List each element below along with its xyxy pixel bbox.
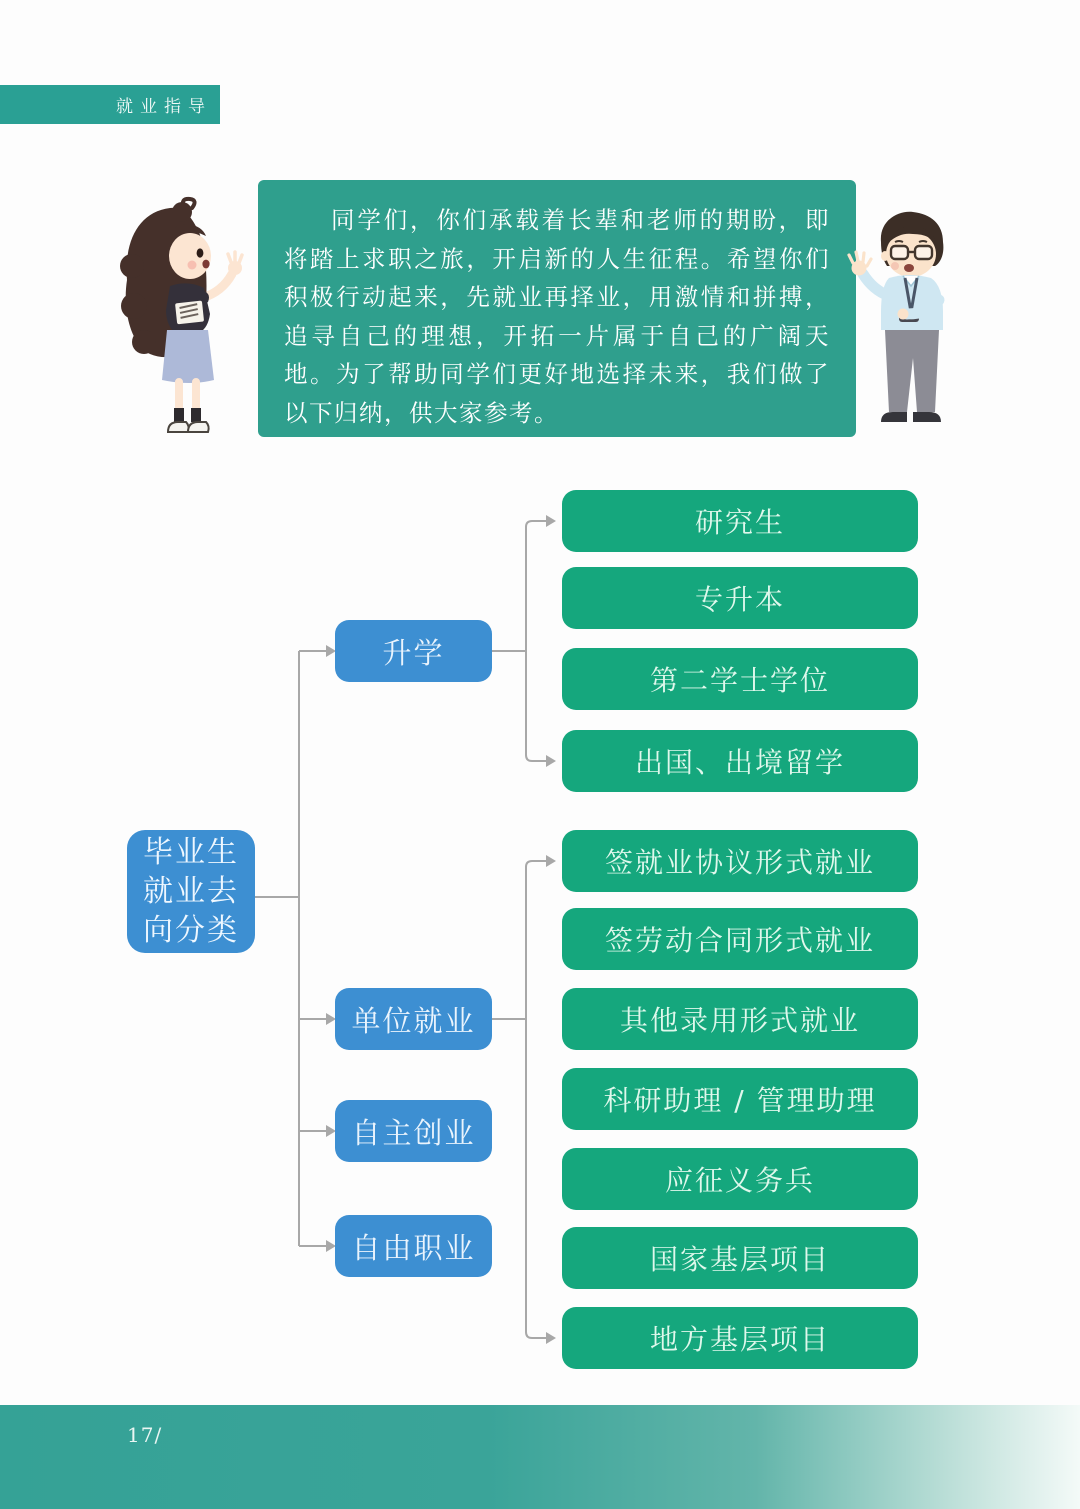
root-line-1: 毕业生 [143,835,239,870]
intro-paragraph: 同学们，你们承载着长辈和老师的期盼，即将踏上求职之旅，开启新的人生征程。希望你们积极行动起来，先就业再择业，用激情和拼搏，追寻自己的理想，开拓一片属于自己的广阔天地。为了帮助同学们更好地选择未来，我们做了以下归纳，供大家参考。 [284,206,830,427]
leaf-node-employment-agreement: 签就业协议形式就业 [562,830,918,892]
page-header-bar [0,85,220,124]
branch-node-unit-employment: 单位就业 [335,988,492,1050]
leaf-node-college-to-bachelor: 专升本 [562,567,918,629]
branch-node-further-study: 升学 [335,620,492,682]
root-line-2: 就业去 [143,874,239,909]
page-number: 17/ [127,1423,163,1447]
leaf-node-local-grassroots-program: 地方基层项目 [562,1307,918,1369]
female-student-illustration [110,196,256,438]
page-footer-bar [0,1405,1080,1509]
flow-root-node [127,830,255,953]
branch-node-freelance: 自由职业 [335,1215,492,1277]
leaf-node-study-abroad: 出国、出境留学 [562,730,918,792]
male-teacher-illustration [843,208,969,442]
leaf-node-other-recruitment: 其他录用形式就业 [562,988,918,1050]
root-line-3: 向分类 [143,913,239,948]
intro-speech-box [258,180,856,437]
branch-node-self-startup: 自主创业 [335,1100,492,1162]
page-header-title: 就业指导 [116,97,212,117]
leaf-node-graduate-school: 研究生 [562,490,918,552]
leaf-node-research-admin-assistant: 科研助理 / 管理助理 [562,1068,918,1130]
leaf-node-second-bachelor-degree: 第二学士学位 [562,648,918,710]
leaf-node-national-grassroots-program: 国家基层项目 [562,1227,918,1289]
leaf-node-military-service: 应征义务兵 [562,1148,918,1210]
leaf-node-labor-contract: 签劳动合同形式就业 [562,908,918,970]
